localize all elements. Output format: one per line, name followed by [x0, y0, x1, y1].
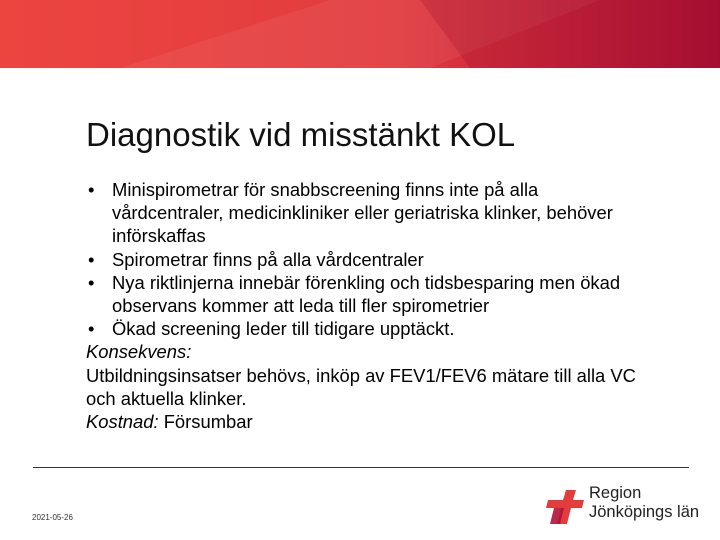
slide-title: Diagnostik vid misstänkt KOL	[86, 116, 516, 153]
bullet-item	[88, 248, 646, 271]
bullet-text: Spirometrar finns på alla vårdcentraler	[112, 248, 424, 270]
slide-body	[86, 178, 646, 433]
cost-label: Kostnad:	[86, 411, 159, 433]
region-logo-text	[589, 484, 699, 522]
slide-date: 2021-05-26	[32, 513, 73, 522]
cost-text: Försumbar	[158, 411, 253, 433]
bullet-marker: •	[88, 179, 95, 200]
bullet-marker: •	[88, 248, 95, 270]
cost-line	[86, 410, 646, 433]
footer-divider	[33, 467, 689, 468]
logo-line-2: Jönköpings län	[589, 503, 700, 521]
bullet-item	[88, 178, 646, 248]
bullet-item	[88, 317, 646, 340]
bullet-item	[88, 271, 646, 317]
bullet-marker: •	[88, 271, 95, 293]
bullet-text: Minispirometrar för snabbscreening finns inte på alla vårdcentraler, medicinkliniker eller geriatriska klinker, behöver införskaffas	[112, 179, 613, 247]
bullet-marker: •	[88, 318, 95, 340]
bullet-text: Nya riktlinjerna innebär förenkling och tidsbesparing men ökad observans kommer att leda till fler spirometrier	[112, 271, 621, 317]
consequence-text: Utbildningsinsatser behövs, inköp av FEV1/FEV6 mätare till alla VC och aktuella klinker.	[86, 364, 636, 409]
bullet-text: Ökad screening leder till tidigare upptäckt.	[112, 318, 455, 340]
header-banner	[0, 0, 720, 68]
logo-line-1: Region	[589, 484, 642, 502]
consequence-label: Konsekvens:	[86, 341, 192, 363]
